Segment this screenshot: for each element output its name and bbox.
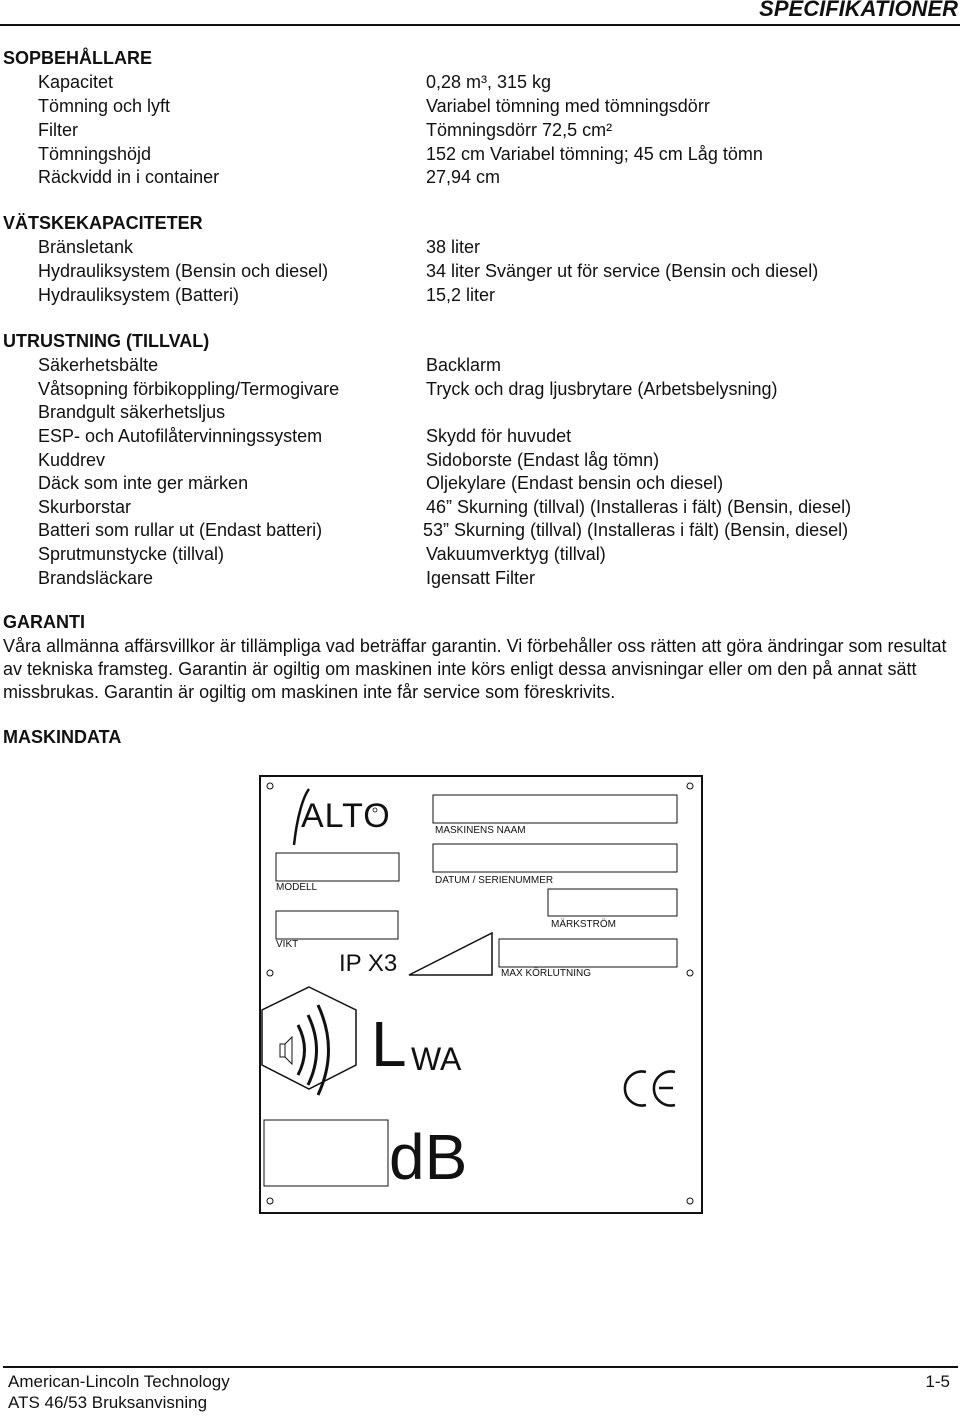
spec-value: 34 liter Svänger ut för service (Bensin och diesel) bbox=[426, 261, 819, 281]
speaker-icon bbox=[280, 1044, 285, 1057]
spec-value: 15,2 liter bbox=[426, 285, 496, 305]
markstrom-label: MÄRKSTRÖM bbox=[551, 919, 616, 930]
ce-mark-icon bbox=[625, 1072, 646, 1106]
slope-triangle-icon bbox=[409, 933, 492, 975]
datum-serienummer-label: DATUM / SERIENUMMER bbox=[435, 875, 554, 886]
maskinens-naam-label: MASKINENS NAAM bbox=[435, 825, 526, 836]
spec-value: Skydd för huvudet bbox=[426, 426, 572, 446]
spec-value: 46” Skurning (tillval) (Installeras i fält) (Bensin, diesel) bbox=[426, 497, 852, 517]
datum-serienummer-box bbox=[433, 844, 677, 872]
spec-value: 27,94 cm bbox=[426, 167, 501, 187]
plate-graphics bbox=[261, 777, 701, 1212]
spec-label: Batteri som rullar ut (Endast batteri) bbox=[38, 520, 323, 540]
spec-value: Tömningsdörr 72,5 cm² bbox=[426, 120, 613, 140]
db-unit: dB bbox=[389, 1121, 468, 1193]
vikt-box bbox=[276, 911, 398, 939]
db-value-box bbox=[264, 1120, 388, 1186]
lwa-symbol-wa: WA bbox=[411, 1041, 462, 1077]
spec-value: Variabel tömning med tömningsdörr bbox=[426, 96, 710, 116]
modell-box bbox=[276, 853, 399, 881]
spec-label: Våtsopning förbikoppling/Termogivare bbox=[38, 379, 340, 399]
ip-rating: IP X3 bbox=[339, 950, 398, 977]
spec-label: Tömning och lyft bbox=[38, 96, 171, 116]
section-title-vatskekapaciteter: VÄTSKEKAPACITETER bbox=[3, 213, 203, 233]
markstrom-box bbox=[548, 889, 677, 916]
spec-value: Vakuumverktyg (tillval) bbox=[426, 544, 606, 564]
spec-value: 0,28 m³, 315 kg bbox=[426, 72, 552, 92]
section-title-maskindata: MASKINDATA bbox=[3, 727, 122, 747]
footer-company: American-Lincoln Technology bbox=[8, 1372, 230, 1391]
machine-data-plate bbox=[259, 775, 703, 1214]
sound-wave-icon bbox=[318, 1005, 329, 1095]
spec-value: 152 cm Variabel tömning; 45 cm Låg tömn bbox=[426, 144, 763, 164]
spec-label: Räckvidd in i container bbox=[38, 167, 220, 187]
page-header-title: SPECIFIKATIONER bbox=[759, 0, 958, 21]
spec-label: Däck som inte ger märken bbox=[38, 473, 249, 493]
sound-wave-icon bbox=[298, 1025, 305, 1075]
spec-value: Igensatt Filter bbox=[426, 568, 536, 588]
spec-label: Kapacitet bbox=[38, 72, 114, 92]
speaker-cone-icon bbox=[285, 1037, 292, 1064]
spec-value: Tryck och drag ljusbrytare (Arbetsbelysning) bbox=[426, 379, 778, 399]
garanti-text: Våra allmänna affärsvillkor är tillämpliga vad beträffar garantin. Vi förbehåller oss rätten att göra ändringar som resultat av tekniska framsteg. Garantin är ogiltig om maskinen inte körs enligt dessa anvisningar eller om den på annat sätt missbrukas. Garantin är ogiltig om maskinen inte får service som föreskrivits. bbox=[3, 636, 947, 702]
footer-manual: ATS 46/53 Bruksanvisning bbox=[8, 1393, 208, 1412]
spec-label: Tömningshöjd bbox=[38, 144, 152, 164]
max-korlutning-box bbox=[499, 939, 677, 967]
spec-label: Hydrauliksystem (Bensin och diesel) bbox=[38, 261, 329, 281]
maskinens-naam-box bbox=[433, 795, 677, 823]
spec-value: Oljekylare (Endast bensin och diesel) bbox=[426, 473, 724, 493]
vikt-label: VIKT bbox=[276, 939, 299, 950]
spec-value: Sidoborste (Endast låg tömn) bbox=[426, 450, 660, 470]
spec-label: Säkerhetsbälte bbox=[38, 355, 159, 375]
header-rule bbox=[0, 24, 960, 26]
spec-label: Sprutmunstycke (tillval) bbox=[38, 544, 225, 564]
spec-label: Brandgult säkerhetsljus bbox=[38, 402, 226, 422]
screw-hole-icon bbox=[687, 783, 693, 789]
spec-label: Filter bbox=[38, 120, 78, 140]
lwa-symbol-l: L bbox=[371, 1008, 407, 1080]
spec-value: 38 liter bbox=[426, 237, 481, 257]
max-korlutning-label: MAX KÖRLUTNING bbox=[501, 968, 592, 979]
section-title-garanti: GARANTI bbox=[3, 612, 85, 632]
spec-label: Kuddrev bbox=[38, 450, 106, 470]
footer-rule bbox=[3, 1366, 958, 1368]
screw-hole-icon bbox=[687, 970, 693, 976]
section-title-utrustning: UTRUSTNING (TILLVAL) bbox=[3, 331, 210, 351]
screw-hole-icon bbox=[267, 1198, 273, 1204]
sound-power-hexagon-icon bbox=[262, 987, 356, 1089]
screw-hole-icon bbox=[267, 970, 273, 976]
spec-label: ESP- och Autofilåtervinningssystem bbox=[38, 426, 323, 446]
spec-label: Hydrauliksystem (Batteri) bbox=[38, 285, 240, 305]
section-title-sopbehallare: SOPBEHÅLLARE bbox=[3, 48, 153, 68]
screw-hole-icon bbox=[687, 1198, 693, 1204]
page-number: 1-5 bbox=[925, 1372, 950, 1391]
spec-value: 53” Skurning (tillval) (Installeras i fält) (Bensin, diesel) bbox=[423, 520, 849, 540]
modell-label: MODELL bbox=[276, 882, 318, 893]
spec-label: Skurborstar bbox=[38, 497, 132, 517]
spec-label: Brandsläckare bbox=[38, 568, 154, 588]
alto-logo: ALTO bbox=[301, 797, 391, 835]
screw-hole-icon bbox=[267, 783, 273, 789]
spec-value: Backlarm bbox=[426, 355, 502, 375]
sound-wave-icon bbox=[308, 1015, 317, 1085]
spec-label: Bränsletank bbox=[38, 237, 134, 257]
